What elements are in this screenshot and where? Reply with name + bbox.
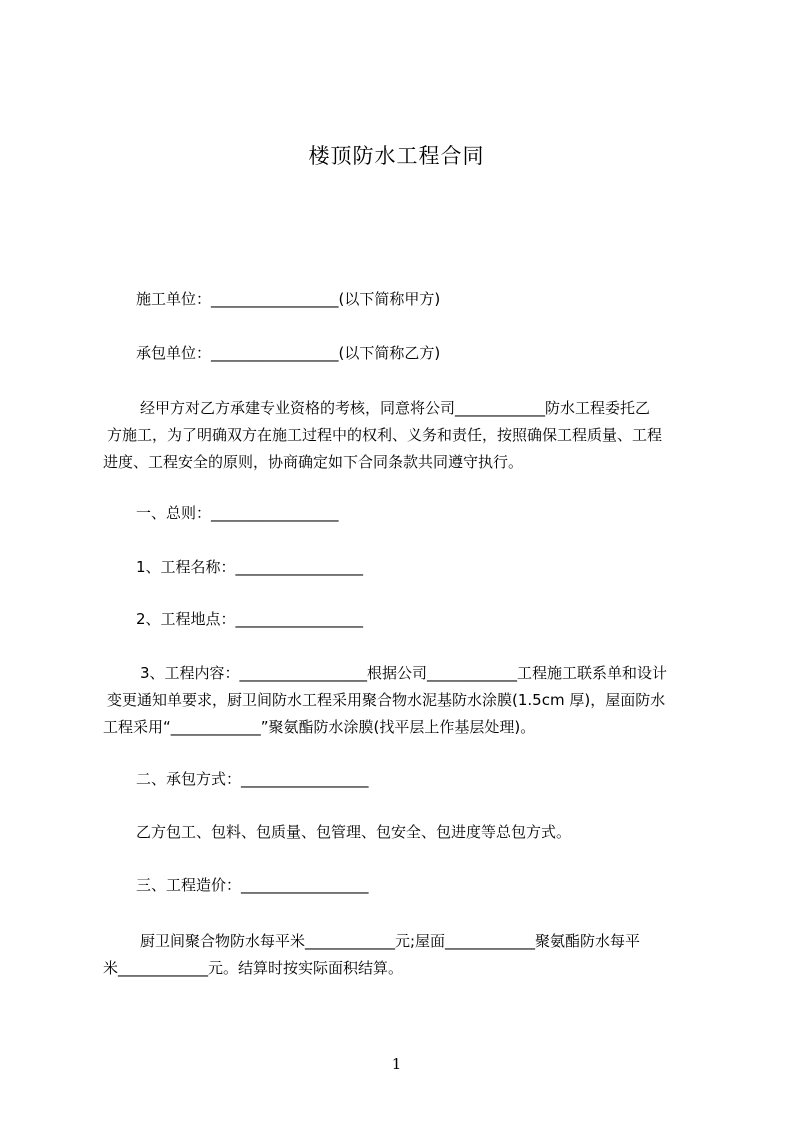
project-content-line-3: 工程采用“____________”聚氨酯防水涂膜(找平层上作基层处理)。	[103, 718, 536, 736]
project-name-line: 1、工程名称：_________________	[136, 558, 364, 576]
intro-paragraph-line-1: 经甲方对乙方承建专业资格的考核，同意将公司____________防水工程委托乙	[140, 399, 651, 417]
cost-paragraph-line-1: 厨卫间聚合物防水每平米____________元;屋面____________聚氨酯防水每平	[140, 932, 641, 950]
page-title: 楼顶防水工程合同	[308, 144, 485, 168]
contractor-line: 施工单位：_________________(以下简称甲方)	[136, 290, 441, 308]
subcontractor-line: 承包单位：_________________(以下简称乙方)	[136, 344, 441, 362]
page-number: 1	[391, 1055, 402, 1073]
section-contract-method-heading: 二、承包方式：_________________	[136, 770, 369, 788]
intro-paragraph-line-3: 进度、工程安全的原则，协商确定如下合同条款共同遵守执行。	[103, 453, 524, 471]
contract-method-text: 乙方包工、包料、包质量、包管理、包安全、包进度等总包方式。	[136, 823, 572, 841]
cost-paragraph-line-2: 米____________元。结算时按实际面积结算。	[103, 959, 404, 977]
section-cost-heading: 三、工程造价：_________________	[136, 876, 369, 894]
section-general-heading: 一、总则：_________________	[136, 504, 339, 522]
project-content-line-1: 3、工程内容：_________________根据公司____________工程施工联系单和设计	[140, 664, 668, 682]
project-location-line: 2、工程地点：_________________	[136, 610, 364, 628]
project-content-line-2: 变更通知单要求，厨卫间防水工程采用聚合物水泥基防水涂膜(1.5cm 厚)，屋面防水	[107, 691, 666, 709]
intro-paragraph-line-2: 方施工，为了明确双方在施工过程中的权利、义务和责任，按照确保工程质量、工程	[107, 426, 663, 444]
